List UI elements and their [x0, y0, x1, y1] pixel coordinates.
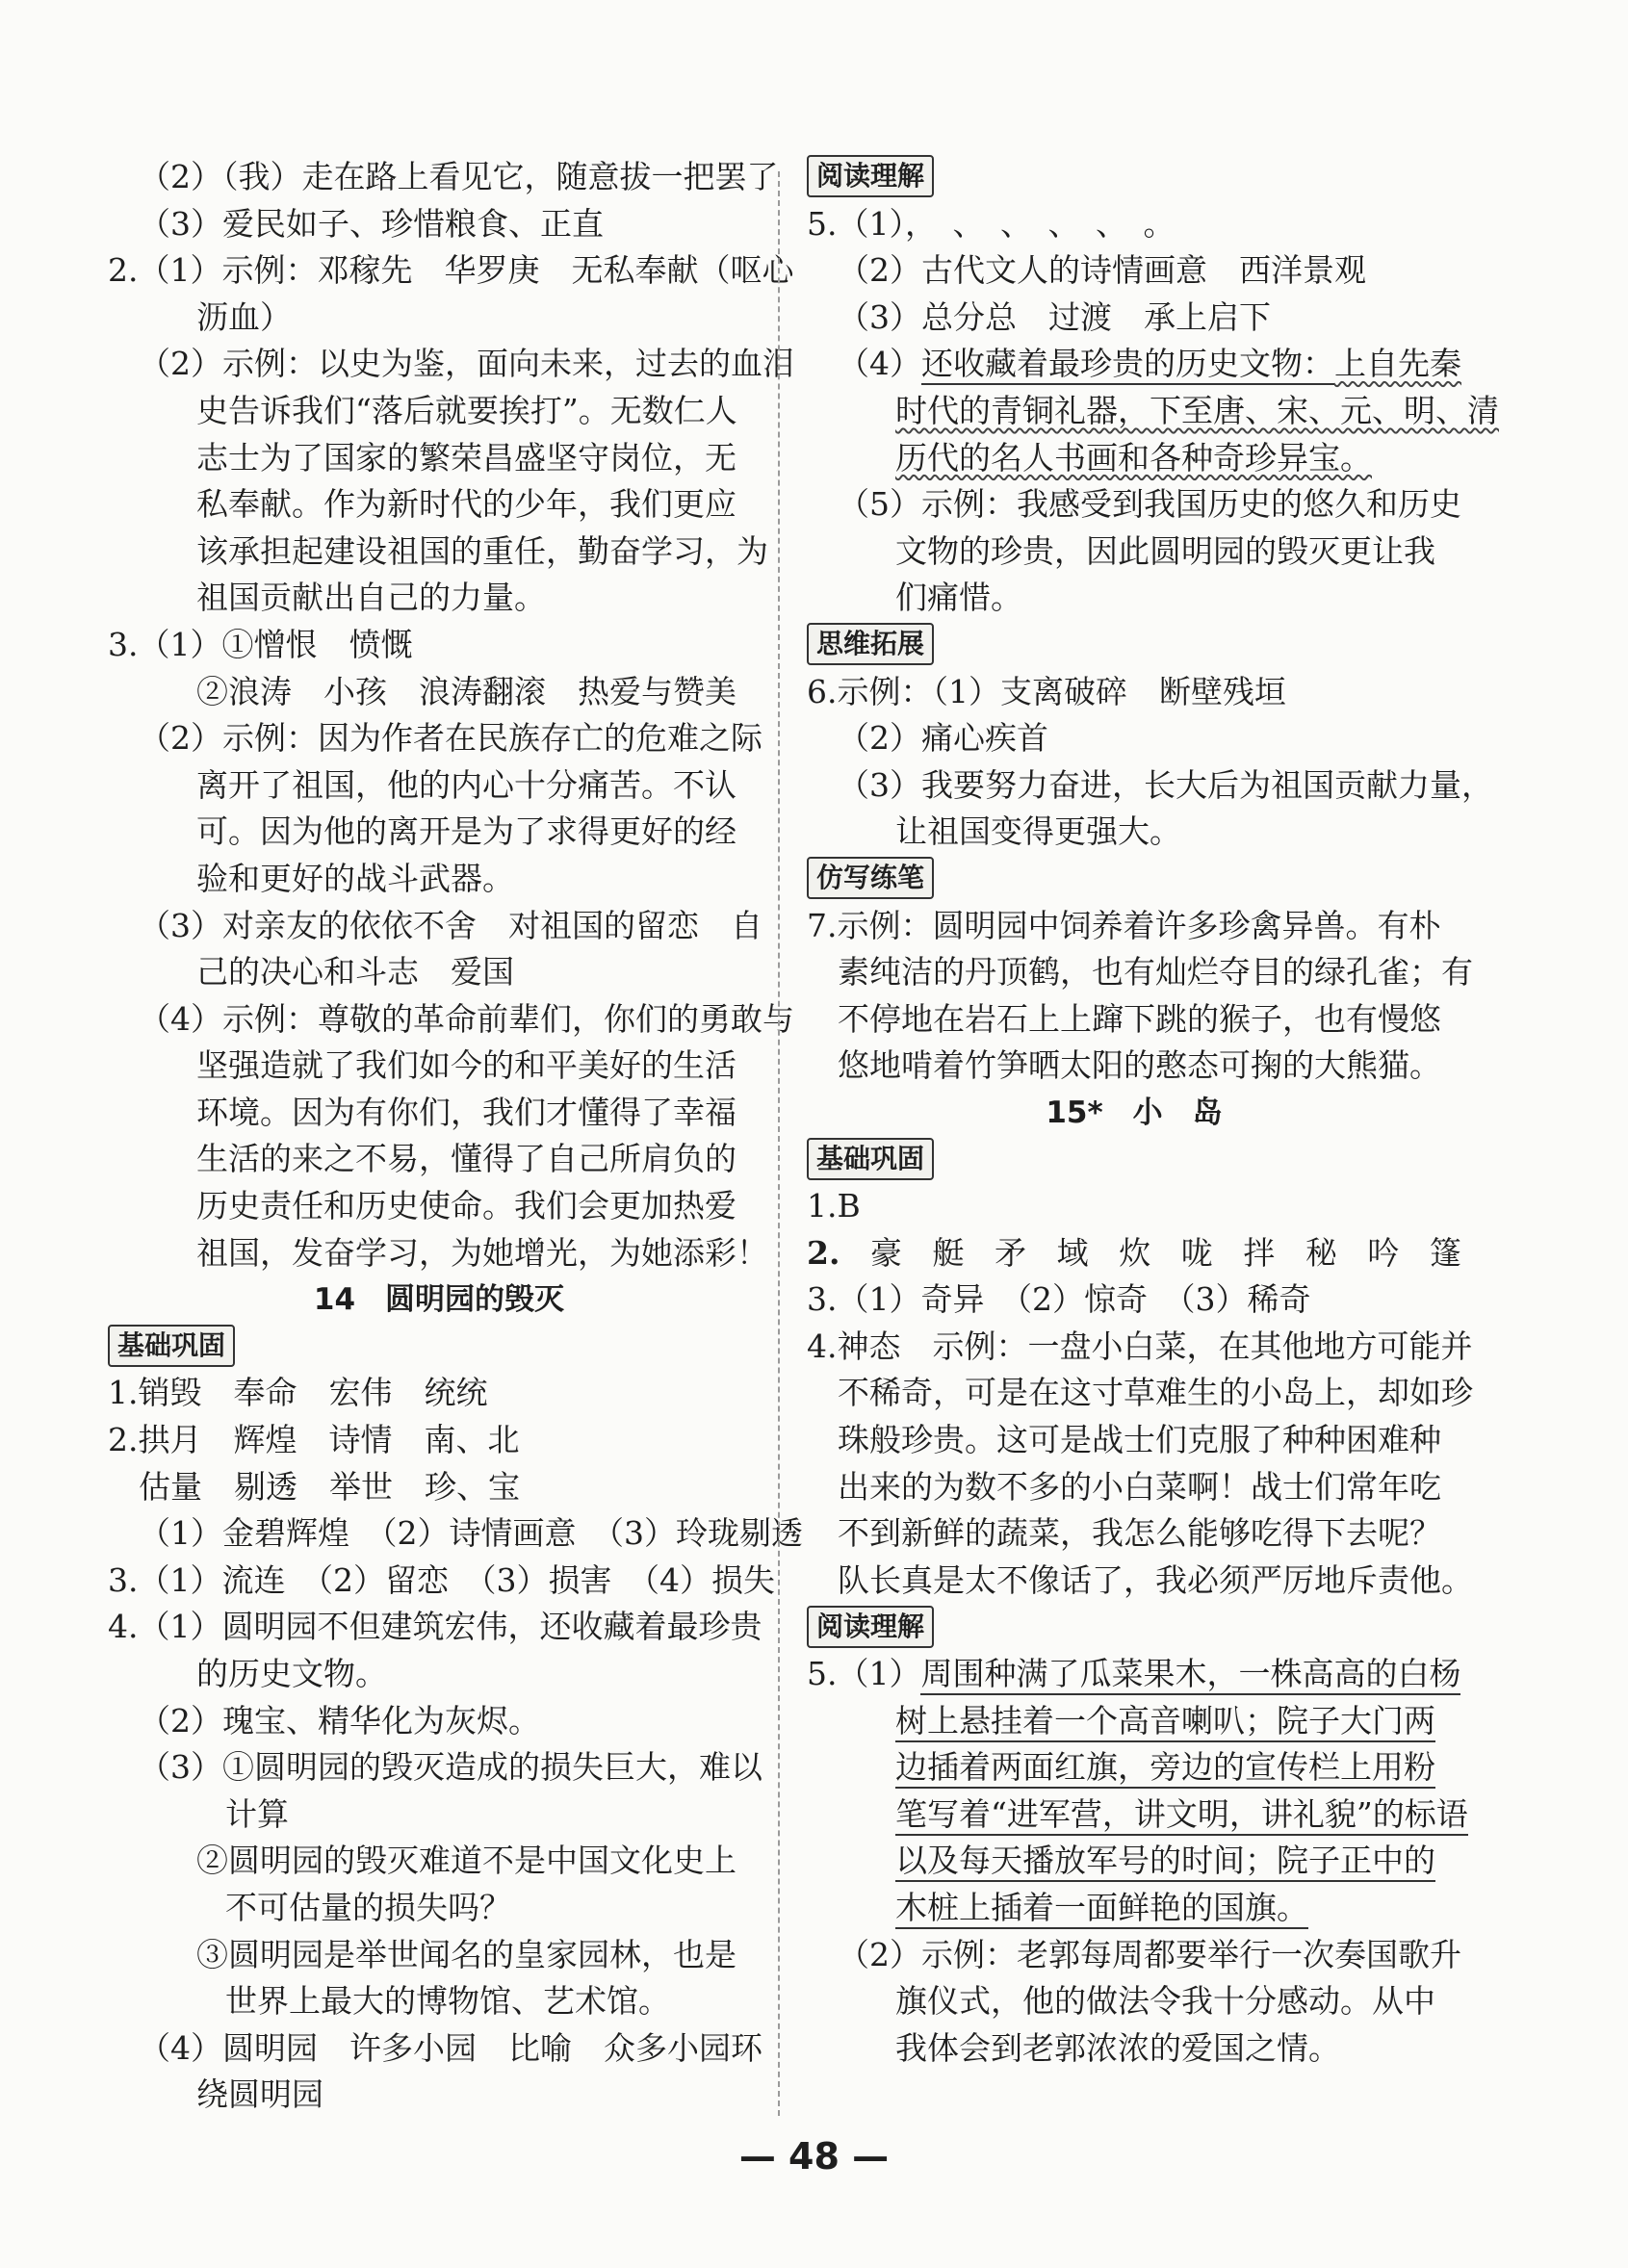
answer-text: 不可估量的损失吗？ — [225, 1888, 511, 1926]
right-column — [807, 154, 1499, 2072]
answer-line — [807, 1043, 1461, 1090]
section-label: 基础巩固 — [807, 1138, 934, 1180]
answer-line — [108, 575, 770, 622]
answer-text: 估量 剔透 举世 珍、宝 — [139, 1467, 520, 1506]
answer-char: 秘 — [1305, 1233, 1337, 1272]
answer-text: 世界上最大的博物馆、艺术馆。 — [225, 1982, 670, 2021]
answer-text: 祖国，发奋学习，为她增光，为她添彩！ — [196, 1233, 768, 1272]
answer-line — [108, 669, 770, 716]
answer-text: （1）金碧辉煌 （2）诗情画意 （3）玲珑剔透 — [139, 1514, 803, 1553]
answer-char: 豪 — [870, 1233, 902, 1272]
answer-line — [108, 1043, 770, 1090]
answer-char: 域 — [1056, 1233, 1089, 1272]
answer-char: 咙 — [1180, 1233, 1213, 1272]
answer-line — [108, 1417, 770, 1464]
answer-text: （2）（我）走在路上看见它，随意拔一把罢了 — [139, 158, 779, 195]
answer-text: 3.（1）流连 （2）留恋 （3）损害 （4）损失 — [108, 1560, 775, 1599]
answer-char: 吟 — [1367, 1233, 1400, 1272]
answer-text: 6.示例：（1）支离破碎 断壁残垣 — [807, 672, 1286, 710]
answer-line — [807, 575, 1461, 622]
answer-line — [807, 669, 1461, 716]
answer-line — [807, 2025, 1461, 2073]
answer-line — [108, 1183, 770, 1230]
section-header — [807, 856, 1461, 903]
answer-line — [108, 949, 770, 996]
answer-line — [108, 903, 770, 950]
answer-text: （4）示例：尊敬的革命前辈们，你们的勇敢与 — [139, 999, 794, 1038]
answer-line — [807, 1183, 1461, 1230]
answer-line — [807, 1558, 1473, 1605]
answer-line — [807, 295, 1461, 342]
answer-text: 3.（1）①憎恨 愤慨 — [108, 625, 413, 663]
answer-line — [108, 1136, 770, 1183]
answer-line — [108, 1932, 770, 1979]
section-header — [807, 1136, 1461, 1183]
answer-text: ②圆明园的毁灭难道不是中国文化史上 — [196, 1842, 736, 1880]
answer-text: 不停地在岩石上上蹿下跳的猴子，也有慢悠 — [838, 999, 1441, 1038]
answer-line — [807, 1978, 1461, 2025]
question-number: 2. — [807, 1233, 840, 1272]
answer-text: 1.销毁 奉命 宏伟 统统 — [108, 1374, 488, 1412]
answer-text: （2）痛心疾首 — [838, 719, 1048, 758]
answer-text: 祖国贡献出自己的力量。 — [196, 579, 546, 617]
answer-line — [807, 201, 1461, 248]
answer-line — [108, 1698, 770, 1745]
answer-text: （2）示例：老郭每周都要举行一次奏国歌升 — [838, 1935, 1461, 1973]
answer-text: 4.神态 示例：一盘小白菜，在其他地方可能并 — [807, 1327, 1473, 1365]
answer-text: （2）瑰宝、精华化为灰烬。 — [139, 1701, 540, 1740]
answer-line — [108, 341, 794, 388]
answer-text: 绕圆明园 — [196, 2075, 323, 2114]
wavy-underlined-text: 历代的名人书画和各种奇珍异宝。 — [895, 438, 1372, 477]
answer-text: 让祖国变得更强大。 — [895, 812, 1181, 851]
answer-text: 4.（1）圆明园不但建筑宏伟，还收藏着最珍贵 — [108, 1608, 762, 1646]
answer-line — [108, 762, 770, 810]
answer-line — [108, 1510, 803, 1558]
answer-text: （2）古代文人的诗情画意 西洋景观 — [838, 251, 1366, 290]
answer-text: （4） — [838, 345, 921, 383]
answer-text: 们痛惜。 — [895, 579, 1022, 617]
answer-line — [108, 528, 770, 576]
underlined-text: 树上悬挂着一个高音喇叭；院子大门两 — [895, 1702, 1435, 1742]
answer-text: 我体会到老郭浓浓的爱国之情。 — [895, 2028, 1340, 2067]
answer-line — [807, 1276, 1461, 1324]
answer-text: （2）示例：因为作者在民族存亡的危难之际 — [139, 719, 762, 758]
answer-text: 7.示例：圆明园中饲养着许多珍禽异兽。有朴 — [807, 906, 1441, 944]
answer-text: 史告诉我们“落后就要挨打”。无数仁人 — [196, 391, 737, 429]
underlined-text: 周围种满了瓜菜果木，一株高高的白杨 — [920, 1655, 1460, 1695]
answer-line — [108, 247, 794, 295]
answer-text: 悠地啃着竹笋晒太阳的憨态可掬的大熊猫。 — [838, 1046, 1441, 1085]
answer-line — [108, 1978, 770, 2025]
answer-line — [108, 1838, 770, 1885]
answer-line — [108, 388, 770, 435]
answer-char: 矛 — [995, 1233, 1027, 1272]
answer-line — [108, 1885, 770, 1932]
answer-text: 可。因为他的离开是为了求得更好的经 — [196, 812, 736, 851]
answer-text: 私奉献。作为新时代的少年，我们更应 — [196, 485, 736, 524]
answer-text: 2.拱月 辉煌 诗情 南、北 — [108, 1421, 520, 1459]
answer-line — [807, 1791, 1468, 1839]
answer-text: 历史责任和历史使命。我们会更加热爱 — [196, 1187, 736, 1225]
answer-line — [108, 201, 770, 248]
section-label: 思维拓展 — [807, 623, 934, 665]
underlined-text: 笔写着“进军营，讲文明，讲礼貌”的标语 — [895, 1795, 1468, 1836]
answer-line — [108, 856, 770, 903]
answer-line — [807, 247, 1461, 295]
underlined-text: 木桩上插着一面鲜艳的国旗。 — [895, 1889, 1308, 1929]
answer-line — [108, 2072, 770, 2119]
answer-line — [807, 1932, 1461, 1979]
answer-char: 篷 — [1429, 1233, 1461, 1272]
answer-line — [807, 1324, 1473, 1371]
answer-text: （3）总分总 过渡 承上启下 — [838, 297, 1271, 336]
answer-line — [108, 481, 770, 528]
section-header — [108, 1324, 770, 1371]
answer-line — [108, 1370, 770, 1417]
answer-line — [108, 1791, 770, 1839]
answer-text: 沥血） — [196, 297, 292, 336]
answer-line — [108, 1464, 770, 1511]
answer-line — [807, 388, 1499, 435]
answer-text: 文物的珍贵，因此圆明园的毁灭更让我 — [895, 531, 1435, 570]
answer-text: 环境。因为有你们，我们才懂得了幸福 — [196, 1093, 736, 1131]
answer-line — [807, 1744, 1461, 1791]
answer-text: 该承担起建设祖国的重任，勤奋学习，为 — [196, 531, 768, 570]
answer-text: 1.B — [807, 1187, 861, 1225]
answer-line — [807, 1370, 1473, 1417]
answer-text: 5.（1）， 、 、 、 、 。 — [807, 204, 1176, 243]
answer-text: 坚强造就了我们如今的和平美好的生活 — [196, 1046, 736, 1085]
answer-line — [807, 996, 1461, 1044]
answer-line — [807, 341, 1461, 388]
answer-line — [108, 1230, 770, 1277]
answer-text: （2）示例：以史为鉴，面向未来，过去的血泪 — [139, 345, 794, 383]
answer-line — [108, 715, 770, 762]
answer-line — [108, 622, 770, 669]
answer-line — [108, 1558, 775, 1605]
answer-text: 素纯洁的丹顶鹤，也有灿烂夺目的绿孔雀；有 — [838, 953, 1473, 992]
answer-char: 炊 — [1119, 1233, 1151, 1272]
page-number: — 48 — — [738, 2135, 890, 2178]
answer-line — [108, 1651, 770, 1698]
section-label: 阅读理解 — [807, 155, 934, 197]
answer-text: （5）示例：我感受到我国历史的悠久和历史 — [838, 485, 1461, 524]
answer-line — [807, 528, 1461, 576]
section-label: 基础巩固 — [108, 1325, 235, 1367]
section-header — [807, 622, 1461, 669]
answer-line — [108, 1604, 770, 1651]
answer-line — [807, 949, 1473, 996]
answer-line — [807, 1698, 1461, 1745]
answer-text: 离开了祖国，他的内心十分痛苦。不认 — [196, 765, 736, 804]
section-label: 仿写练笔 — [807, 857, 934, 899]
answer-line — [807, 762, 1493, 810]
answer-text: 不到新鲜的蔬菜，我怎么能够吃得下去呢？ — [838, 1514, 1441, 1553]
answer-line — [807, 1464, 1461, 1511]
answer-text: 3.（1）奇异 （2）惊奇 （3）稀奇 — [807, 1280, 1311, 1319]
answer-text: 验和更好的战斗武器。 — [196, 859, 514, 897]
answer-line — [807, 1885, 1461, 1932]
left-column — [108, 154, 803, 2119]
answer-text: ③圆明园是举世闻名的皇家园林，也是 — [196, 1935, 736, 1973]
answer-text: 5.（1） — [807, 1655, 921, 1692]
answer-text: 志士为了国家的繁荣昌盛坚守岗位，无 — [196, 438, 736, 477]
answer-line — [108, 1090, 770, 1137]
answer-text: ②浪涛 小孩 浪涛翻滚 热爱与赞美 — [196, 672, 736, 710]
answer-text: 队长真是太不像话了，我必须严厉地斥责他。 — [838, 1560, 1473, 1599]
answer-line — [807, 809, 1461, 856]
answer-text: 的历史文物。 — [196, 1655, 387, 1692]
answer-line — [807, 1510, 1461, 1558]
section-header — [807, 1604, 1461, 1651]
answer-line — [807, 481, 1461, 528]
answer-line — [807, 903, 1461, 950]
answer-line — [807, 715, 1461, 762]
answer-char: 拌 — [1243, 1233, 1276, 1272]
answer-char: 艇 — [932, 1233, 965, 1272]
answer-text: （3）爱民如子、珍惜粮食、正直 — [139, 204, 604, 243]
answer-text: （3）①圆明园的毁灭造成的损失巨大，难以 — [139, 1748, 762, 1787]
answer-line — [108, 295, 770, 342]
answer-line — [807, 1838, 1461, 1885]
answer-text: 己的决心和斗志 爱国 — [196, 953, 514, 992]
answer-text: 计算 — [225, 1794, 289, 1833]
answer-line — [807, 1651, 1461, 1698]
answer-text: （3）我要努力奋进，长大后为祖国贡献力量， — [838, 765, 1493, 804]
answer-text: （4）圆明园 许多小园 比喻 众多小园环 — [139, 2028, 762, 2067]
answer-line — [108, 154, 779, 201]
answer-line — [108, 809, 770, 856]
answer-text: 珠般珍贵。这可是战士们克服了种种困难种 — [838, 1421, 1441, 1459]
wavy-underlined-text: 时代的青铜礼器，下至唐、宋、元、明、清 — [895, 391, 1499, 429]
answer-line — [108, 2025, 770, 2073]
section-label: 阅读理解 — [807, 1606, 934, 1648]
answer-text: 不稀奇，可是在这寸草难生的小岛上，却如珍 — [838, 1374, 1473, 1412]
answer-line — [807, 435, 1461, 482]
answer-text: 旗仪式，他的做法令我十分感动。从中 — [895, 1982, 1435, 2021]
section-header — [807, 154, 1461, 201]
lesson-title: 15* 小 岛 — [1046, 1095, 1223, 1130]
underlined-text: 以及每天播放军号的时间；院子正中的 — [895, 1842, 1435, 1882]
answer-line — [108, 996, 794, 1044]
answer-text: 生活的来之不易，懂得了自己所肩负的 — [196, 1140, 736, 1178]
underlined-text: 边插着两面红旗，旁边的宣传栏上用粉 — [895, 1748, 1435, 1789]
underlined-text: 还收藏着最珍贵的历史文物： — [921, 345, 1334, 385]
answer-text: 2.（1）示例：邓稼先 华罗庚 无私奉献（呕心 — [108, 251, 794, 290]
column-divider — [778, 171, 780, 2116]
answer-text: 出来的为数不多的小白菜啊！战士们常年吃 — [838, 1467, 1441, 1506]
lesson-title: 14 圆明园的毁灭 — [313, 1282, 565, 1318]
answer-text: （3）对亲友的依依不舍 对祖国的留恋 自 — [139, 906, 762, 944]
answer-line — [108, 435, 770, 482]
answer-line — [807, 1230, 1461, 1277]
wavy-underlined-text: 上自先秦 — [1334, 345, 1461, 383]
answer-line — [108, 1744, 770, 1791]
answer-line — [807, 1417, 1461, 1464]
